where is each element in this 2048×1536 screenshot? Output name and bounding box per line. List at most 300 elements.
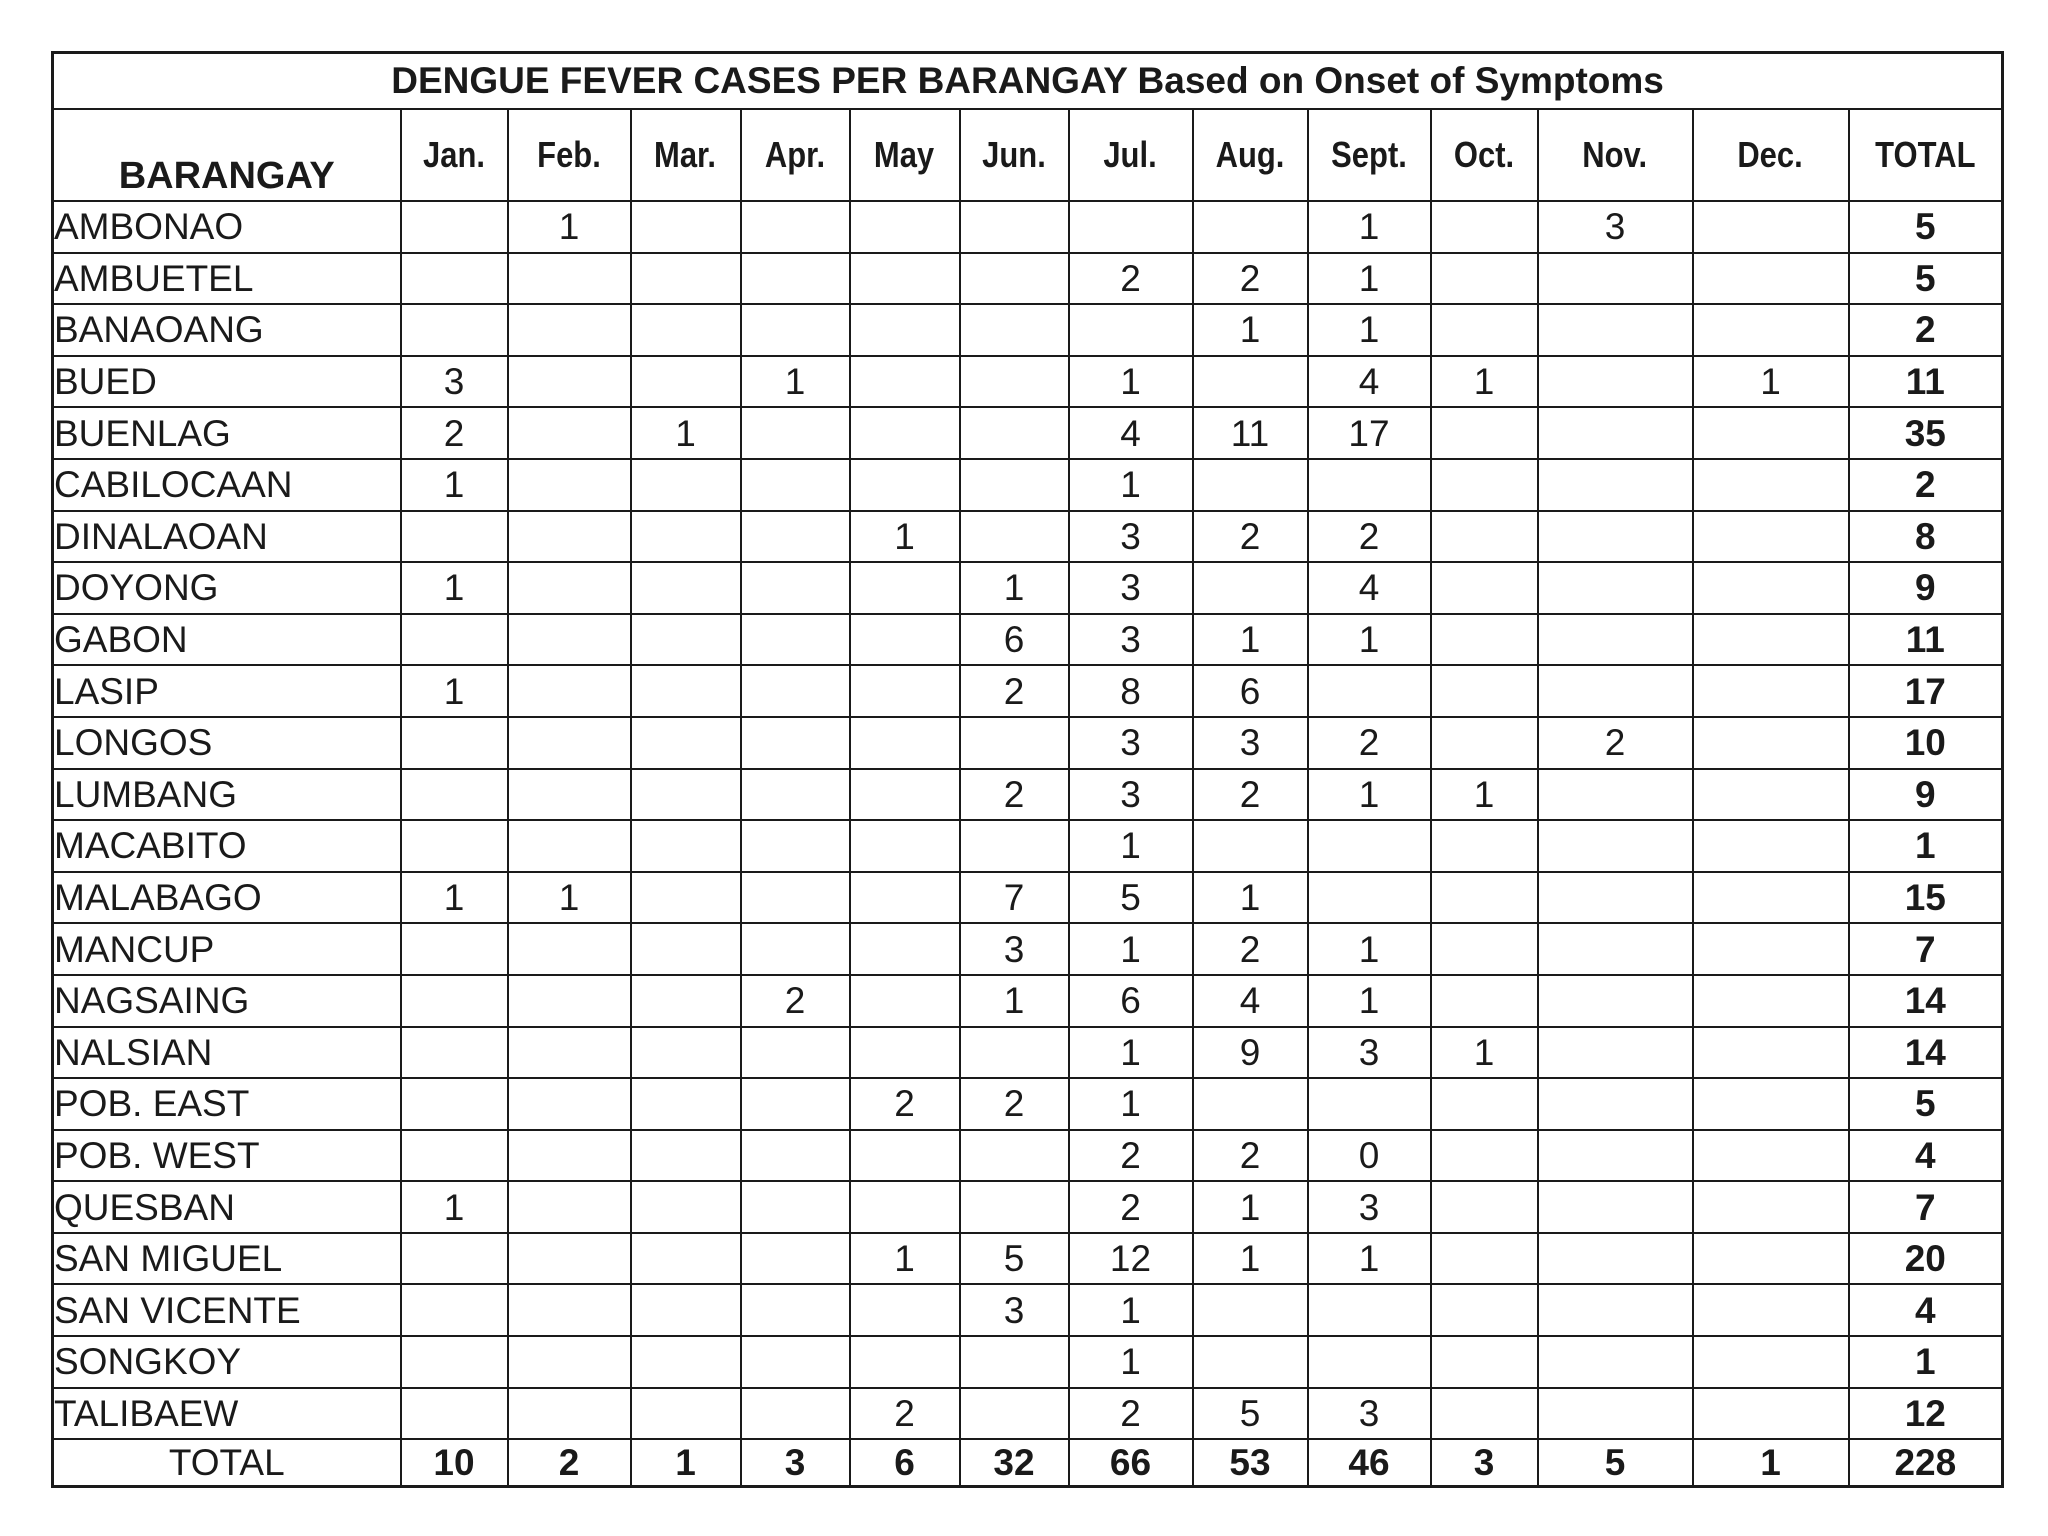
month-column-header xyxy=(850,109,960,201)
month-cases-cell: 1 xyxy=(960,975,1069,1027)
grand-total-cell: 228 xyxy=(1849,1439,2003,1487)
month-cases-cell: 7 xyxy=(960,872,1069,924)
month-cases-cell xyxy=(741,253,850,305)
month-cases-cell xyxy=(631,459,741,511)
month-cases-cell xyxy=(401,1130,508,1182)
month-cases-cell xyxy=(850,253,960,305)
month-cases-cell xyxy=(1538,562,1693,614)
month-cases-cell xyxy=(1431,614,1538,666)
month-cases-cell: 1 xyxy=(1069,459,1193,511)
month-cases-cell xyxy=(850,769,960,821)
month-cases-cell: 2 xyxy=(741,975,850,1027)
month-header-label: Oct. xyxy=(1453,134,1515,175)
month-cases-cell xyxy=(631,769,741,821)
month-cases-cell xyxy=(401,975,508,1027)
month-cases-cell: 3 xyxy=(1069,614,1193,666)
month-cases-cell: 12 xyxy=(1069,1233,1193,1285)
month-cases-cell xyxy=(1308,820,1431,872)
month-cases-cell xyxy=(1069,304,1193,356)
month-cases-cell xyxy=(1431,253,1538,305)
table-row xyxy=(53,1027,2003,1079)
month-cases-cell xyxy=(850,304,960,356)
month-cases-cell xyxy=(1431,1130,1538,1182)
month-cases-cell xyxy=(1538,1078,1693,1130)
table-row xyxy=(53,1078,2003,1130)
month-cases-cell xyxy=(1693,1130,1849,1182)
row-total-cell: 20 xyxy=(1849,1233,2003,1285)
table-row xyxy=(53,304,2003,356)
row-total-cell: 1 xyxy=(1849,1336,2003,1388)
month-cases-cell xyxy=(1693,923,1849,975)
month-cases-cell xyxy=(850,820,960,872)
month-cases-cell xyxy=(401,717,508,769)
month-cases-cell xyxy=(401,614,508,666)
month-cases-cell: 1 xyxy=(741,356,850,408)
month-cases-cell: 3 xyxy=(1308,1181,1431,1233)
month-cases-cell: 5 xyxy=(1193,1388,1308,1440)
month-cases-cell xyxy=(741,820,850,872)
barangay-column-header xyxy=(53,109,401,201)
month-cases-cell: 1 xyxy=(1308,304,1431,356)
table-row xyxy=(53,356,2003,408)
month-cases-cell xyxy=(631,717,741,769)
month-column-header xyxy=(1538,109,1693,201)
month-header-label: Mar. xyxy=(654,134,717,175)
table-row xyxy=(53,459,2003,511)
month-cases-cell xyxy=(631,975,741,1027)
month-cases-cell: 1 xyxy=(401,872,508,924)
month-cases-cell xyxy=(1431,304,1538,356)
month-cases-cell: 3 xyxy=(1069,511,1193,563)
month-cases-cell xyxy=(1538,614,1693,666)
row-total-cell: 4 xyxy=(1849,1130,2003,1182)
month-total-cell: 5 xyxy=(1538,1439,1693,1487)
month-cases-cell xyxy=(1693,1027,1849,1079)
month-cases-cell xyxy=(401,304,508,356)
month-cases-cell xyxy=(741,1336,850,1388)
month-cases-cell xyxy=(631,511,741,563)
month-cases-cell xyxy=(741,201,850,253)
row-total-cell: 9 xyxy=(1849,562,2003,614)
month-cases-cell xyxy=(401,511,508,563)
month-cases-cell xyxy=(850,975,960,1027)
month-cases-cell: 3 xyxy=(1538,201,1693,253)
month-cases-cell xyxy=(401,923,508,975)
table-row xyxy=(53,614,2003,666)
month-cases-cell xyxy=(1538,1284,1693,1336)
month-cases-cell xyxy=(960,253,1069,305)
row-total-cell: 5 xyxy=(1849,1078,2003,1130)
table-row xyxy=(53,1233,2003,1285)
month-cases-cell xyxy=(631,872,741,924)
table-row xyxy=(53,1336,2003,1388)
row-total-cell: 17 xyxy=(1849,665,2003,717)
month-header-label: Apr. xyxy=(764,134,826,175)
table-row xyxy=(53,872,2003,924)
table-row xyxy=(53,201,2003,253)
total-header-label: TOTAL xyxy=(1875,134,1976,175)
month-cases-cell xyxy=(631,562,741,614)
row-total-cell: 14 xyxy=(1849,1027,2003,1079)
month-cases-cell xyxy=(1308,459,1431,511)
month-cases-cell xyxy=(850,1027,960,1079)
row-total-cell: 1 xyxy=(1849,820,2003,872)
month-cases-cell xyxy=(1693,459,1849,511)
month-cases-cell: 3 xyxy=(401,356,508,408)
month-cases-cell xyxy=(850,407,960,459)
month-cases-cell xyxy=(1431,1284,1538,1336)
month-cases-cell xyxy=(850,1336,960,1388)
month-cases-cell xyxy=(508,769,631,821)
month-cases-cell xyxy=(631,665,741,717)
month-cases-cell xyxy=(508,923,631,975)
table-row xyxy=(53,769,2003,821)
month-cases-cell: 1 xyxy=(1308,614,1431,666)
month-cases-cell xyxy=(1693,665,1849,717)
month-cases-cell: 1 xyxy=(1308,201,1431,253)
month-cases-cell xyxy=(401,1233,508,1285)
month-cases-cell: 11 xyxy=(1193,407,1308,459)
month-cases-cell xyxy=(1538,923,1693,975)
month-cases-cell xyxy=(741,769,850,821)
table-row xyxy=(53,1130,2003,1182)
month-cases-cell xyxy=(960,717,1069,769)
month-cases-cell: 1 xyxy=(1069,1078,1193,1130)
month-cases-cell xyxy=(741,614,850,666)
barangay-name-cell: POB. WEST xyxy=(53,1130,401,1182)
month-cases-cell xyxy=(508,562,631,614)
month-cases-cell xyxy=(1693,1284,1849,1336)
month-cases-cell xyxy=(631,253,741,305)
month-cases-cell xyxy=(741,407,850,459)
month-cases-cell: 1 xyxy=(1693,356,1849,408)
barangay-name-cell: SONGKOY xyxy=(53,1336,401,1388)
month-total-cell: 3 xyxy=(741,1439,850,1487)
totals-label-cell: TOTAL xyxy=(53,1439,401,1487)
month-cases-cell xyxy=(631,820,741,872)
month-cases-cell xyxy=(1693,717,1849,769)
month-cases-cell xyxy=(741,1284,850,1336)
month-header-label: Feb. xyxy=(537,134,601,175)
month-column-header xyxy=(508,109,631,201)
month-cases-cell: 3 xyxy=(960,1284,1069,1336)
month-cases-cell xyxy=(1538,304,1693,356)
month-cases-cell xyxy=(631,1027,741,1079)
month-cases-cell xyxy=(508,665,631,717)
month-cases-cell xyxy=(508,1336,631,1388)
month-cases-cell xyxy=(401,1078,508,1130)
month-cases-cell xyxy=(960,459,1069,511)
month-cases-cell xyxy=(1693,407,1849,459)
month-cases-cell xyxy=(1538,1336,1693,1388)
month-cases-cell xyxy=(1308,872,1431,924)
row-total-cell: 15 xyxy=(1849,872,2003,924)
month-cases-cell xyxy=(1431,1336,1538,1388)
table-row xyxy=(53,820,2003,872)
month-cases-cell xyxy=(401,1284,508,1336)
total-column-header xyxy=(1849,109,2003,201)
month-cases-cell xyxy=(1693,872,1849,924)
month-cases-cell: 1 xyxy=(1308,769,1431,821)
month-cases-cell: 2 xyxy=(960,769,1069,821)
month-cases-cell xyxy=(850,665,960,717)
month-cases-cell: 3 xyxy=(1308,1388,1431,1440)
month-cases-cell: 1 xyxy=(401,665,508,717)
month-cases-cell xyxy=(631,201,741,253)
month-cases-cell xyxy=(960,201,1069,253)
month-cases-cell xyxy=(850,562,960,614)
month-cases-cell: 1 xyxy=(401,459,508,511)
month-cases-cell: 2 xyxy=(1308,717,1431,769)
month-cases-cell xyxy=(401,201,508,253)
month-cases-cell xyxy=(1538,820,1693,872)
month-column-header xyxy=(741,109,850,201)
month-cases-cell: 4 xyxy=(1069,407,1193,459)
totals-row xyxy=(53,1439,2003,1487)
month-cases-cell: 9 xyxy=(1193,1027,1308,1079)
barangay-name-cell: DINALAOAN xyxy=(53,511,401,563)
month-cases-cell xyxy=(508,975,631,1027)
month-cases-cell: 2 xyxy=(1069,1130,1193,1182)
month-column-header xyxy=(960,109,1069,201)
month-cases-cell xyxy=(1693,304,1849,356)
barangay-name-cell: MALABAGO xyxy=(53,872,401,924)
month-cases-cell xyxy=(1538,1388,1693,1440)
month-total-cell: 3 xyxy=(1431,1439,1538,1487)
month-cases-cell xyxy=(1431,511,1538,563)
month-cases-cell xyxy=(741,665,850,717)
month-cases-cell xyxy=(1693,562,1849,614)
month-cases-cell: 3 xyxy=(1069,769,1193,821)
month-cases-cell xyxy=(850,1181,960,1233)
month-cases-cell: 1 xyxy=(508,872,631,924)
row-total-cell: 5 xyxy=(1849,201,2003,253)
month-cases-cell xyxy=(1538,253,1693,305)
month-total-cell: 46 xyxy=(1308,1439,1431,1487)
month-cases-cell xyxy=(1538,665,1693,717)
month-cases-cell xyxy=(1431,975,1538,1027)
month-cases-cell xyxy=(1693,975,1849,1027)
month-cases-cell xyxy=(960,1388,1069,1440)
month-cases-cell: 1 xyxy=(850,511,960,563)
month-cases-cell: 1 xyxy=(1308,253,1431,305)
table-row xyxy=(53,717,2003,769)
month-cases-cell xyxy=(1431,407,1538,459)
month-total-cell: 32 xyxy=(960,1439,1069,1487)
table-row xyxy=(53,665,2003,717)
month-column-header xyxy=(401,109,508,201)
barangay-name-cell: LONGOS xyxy=(53,717,401,769)
month-cases-cell: 3 xyxy=(1193,717,1308,769)
month-cases-cell xyxy=(631,1336,741,1388)
month-cases-cell: 1 xyxy=(1069,1336,1193,1388)
month-cases-cell xyxy=(1431,201,1538,253)
month-cases-cell xyxy=(741,923,850,975)
month-cases-cell xyxy=(401,820,508,872)
row-total-cell: 5 xyxy=(1849,253,2003,305)
month-cases-cell: 2 xyxy=(1193,1130,1308,1182)
month-cases-cell: 1 xyxy=(1431,769,1538,821)
month-cases-cell: 6 xyxy=(960,614,1069,666)
table-row xyxy=(53,1388,2003,1440)
month-cases-cell xyxy=(401,769,508,821)
month-cases-cell xyxy=(1693,614,1849,666)
month-cases-cell: 3 xyxy=(960,923,1069,975)
row-total-cell: 14 xyxy=(1849,975,2003,1027)
table-row xyxy=(53,407,2003,459)
month-cases-cell xyxy=(631,1130,741,1182)
month-cases-cell: 2 xyxy=(1193,253,1308,305)
month-cases-cell xyxy=(1193,1078,1308,1130)
month-cases-cell: 1 xyxy=(960,562,1069,614)
month-cases-cell xyxy=(1538,1233,1693,1285)
month-cases-cell xyxy=(508,459,631,511)
month-cases-cell: 1 xyxy=(1069,1027,1193,1079)
month-cases-cell xyxy=(508,717,631,769)
month-cases-cell xyxy=(960,820,1069,872)
month-cases-cell: 1 xyxy=(401,562,508,614)
month-cases-cell xyxy=(850,717,960,769)
barangay-name-cell: MANCUP xyxy=(53,923,401,975)
row-total-cell: 11 xyxy=(1849,356,2003,408)
month-cases-cell xyxy=(960,1336,1069,1388)
month-cases-cell: 1 xyxy=(631,407,741,459)
month-cases-cell xyxy=(850,1284,960,1336)
month-cases-cell xyxy=(850,201,960,253)
month-cases-cell xyxy=(508,1027,631,1079)
month-cases-cell xyxy=(1538,975,1693,1027)
month-cases-cell: 2 xyxy=(1308,511,1431,563)
row-total-cell: 7 xyxy=(1849,923,2003,975)
month-cases-cell xyxy=(1193,820,1308,872)
month-cases-cell xyxy=(741,872,850,924)
barangay-name-cell: QUESBAN xyxy=(53,1181,401,1233)
month-total-cell: 1 xyxy=(1693,1439,1849,1487)
month-cases-cell xyxy=(741,459,850,511)
month-cases-cell xyxy=(508,614,631,666)
month-cases-cell xyxy=(1538,1181,1693,1233)
month-cases-cell: 17 xyxy=(1308,407,1431,459)
month-cases-cell xyxy=(508,304,631,356)
month-cases-cell xyxy=(960,1027,1069,1079)
month-cases-cell: 1 xyxy=(1308,923,1431,975)
month-cases-cell xyxy=(1693,511,1849,563)
month-cases-cell xyxy=(1693,253,1849,305)
barangay-name-cell: NALSIAN xyxy=(53,1027,401,1079)
month-cases-cell: 2 xyxy=(1538,717,1693,769)
month-cases-cell xyxy=(631,614,741,666)
month-cases-cell xyxy=(741,1233,850,1285)
month-cases-cell xyxy=(960,304,1069,356)
month-total-cell: 6 xyxy=(850,1439,960,1487)
month-cases-cell: 3 xyxy=(1069,717,1193,769)
month-cases-cell: 1 xyxy=(1193,1181,1308,1233)
month-cases-cell: 1 xyxy=(1193,614,1308,666)
month-cases-cell xyxy=(1431,665,1538,717)
month-cases-cell: 0 xyxy=(1308,1130,1431,1182)
month-cases-cell xyxy=(1693,1233,1849,1285)
month-cases-cell xyxy=(1193,1284,1308,1336)
month-column-header xyxy=(1693,109,1849,201)
month-cases-cell: 1 xyxy=(1431,356,1538,408)
month-cases-cell: 5 xyxy=(960,1233,1069,1285)
month-cases-cell: 1 xyxy=(1069,923,1193,975)
month-cases-cell: 1 xyxy=(1193,1233,1308,1285)
month-cases-cell xyxy=(850,356,960,408)
month-header-label: Jun. xyxy=(982,134,1046,175)
month-cases-cell xyxy=(741,304,850,356)
month-cases-cell xyxy=(1431,562,1538,614)
month-cases-cell xyxy=(1538,511,1693,563)
month-cases-cell xyxy=(1308,1078,1431,1130)
month-cases-cell xyxy=(508,1388,631,1440)
month-cases-cell xyxy=(960,356,1069,408)
month-cases-cell xyxy=(850,923,960,975)
table-title: DENGUE FEVER CASES PER BARANGAY Based on Onset of Symptoms xyxy=(53,53,2003,110)
table-row xyxy=(53,923,2003,975)
month-cases-cell: 2 xyxy=(960,1078,1069,1130)
month-column-header xyxy=(631,109,741,201)
barangay-name-cell: AMBONAO xyxy=(53,201,401,253)
month-cases-cell: 2 xyxy=(1069,1181,1193,1233)
month-cases-cell xyxy=(631,356,741,408)
month-cases-cell: 1 xyxy=(1069,1284,1193,1336)
month-column-header xyxy=(1308,109,1431,201)
month-cases-cell xyxy=(1693,1078,1849,1130)
month-cases-cell xyxy=(1693,1181,1849,1233)
barangay-header-label: BARANGAY xyxy=(118,155,335,197)
month-cases-cell: 2 xyxy=(850,1078,960,1130)
month-cases-cell xyxy=(850,459,960,511)
row-total-cell: 35 xyxy=(1849,407,2003,459)
month-cases-cell: 2 xyxy=(1069,253,1193,305)
month-cases-cell xyxy=(1431,1181,1538,1233)
month-cases-cell xyxy=(1693,769,1849,821)
barangay-name-cell: NAGSAING xyxy=(53,975,401,1027)
row-total-cell: 7 xyxy=(1849,1181,2003,1233)
month-cases-cell xyxy=(1193,459,1308,511)
month-cases-cell xyxy=(631,1284,741,1336)
dengue-cases-table xyxy=(51,51,2004,1488)
month-cases-cell xyxy=(850,1130,960,1182)
month-total-cell: 2 xyxy=(508,1439,631,1487)
month-cases-cell xyxy=(508,253,631,305)
month-cases-cell xyxy=(508,1284,631,1336)
barangay-name-cell: BUENLAG xyxy=(53,407,401,459)
month-cases-cell xyxy=(1538,407,1693,459)
month-header-label: May xyxy=(874,134,935,175)
month-cases-cell xyxy=(741,717,850,769)
month-cases-cell xyxy=(960,511,1069,563)
month-cases-cell xyxy=(741,562,850,614)
month-cases-cell: 2 xyxy=(1193,923,1308,975)
row-total-cell: 12 xyxy=(1849,1388,2003,1440)
month-cases-cell: 4 xyxy=(1308,356,1431,408)
month-cases-cell: 4 xyxy=(1308,562,1431,614)
month-cases-cell xyxy=(741,1388,850,1440)
header-row xyxy=(53,109,2003,201)
month-cases-cell xyxy=(1538,1130,1693,1182)
month-cases-cell xyxy=(741,1181,850,1233)
month-cases-cell xyxy=(1431,459,1538,511)
barangay-name-cell: MACABITO xyxy=(53,820,401,872)
month-cases-cell: 4 xyxy=(1193,975,1308,1027)
month-cases-cell xyxy=(508,1233,631,1285)
table-body xyxy=(53,201,2003,1487)
month-cases-cell xyxy=(1693,201,1849,253)
month-cases-cell: 1 xyxy=(1308,975,1431,1027)
month-cases-cell xyxy=(401,1388,508,1440)
